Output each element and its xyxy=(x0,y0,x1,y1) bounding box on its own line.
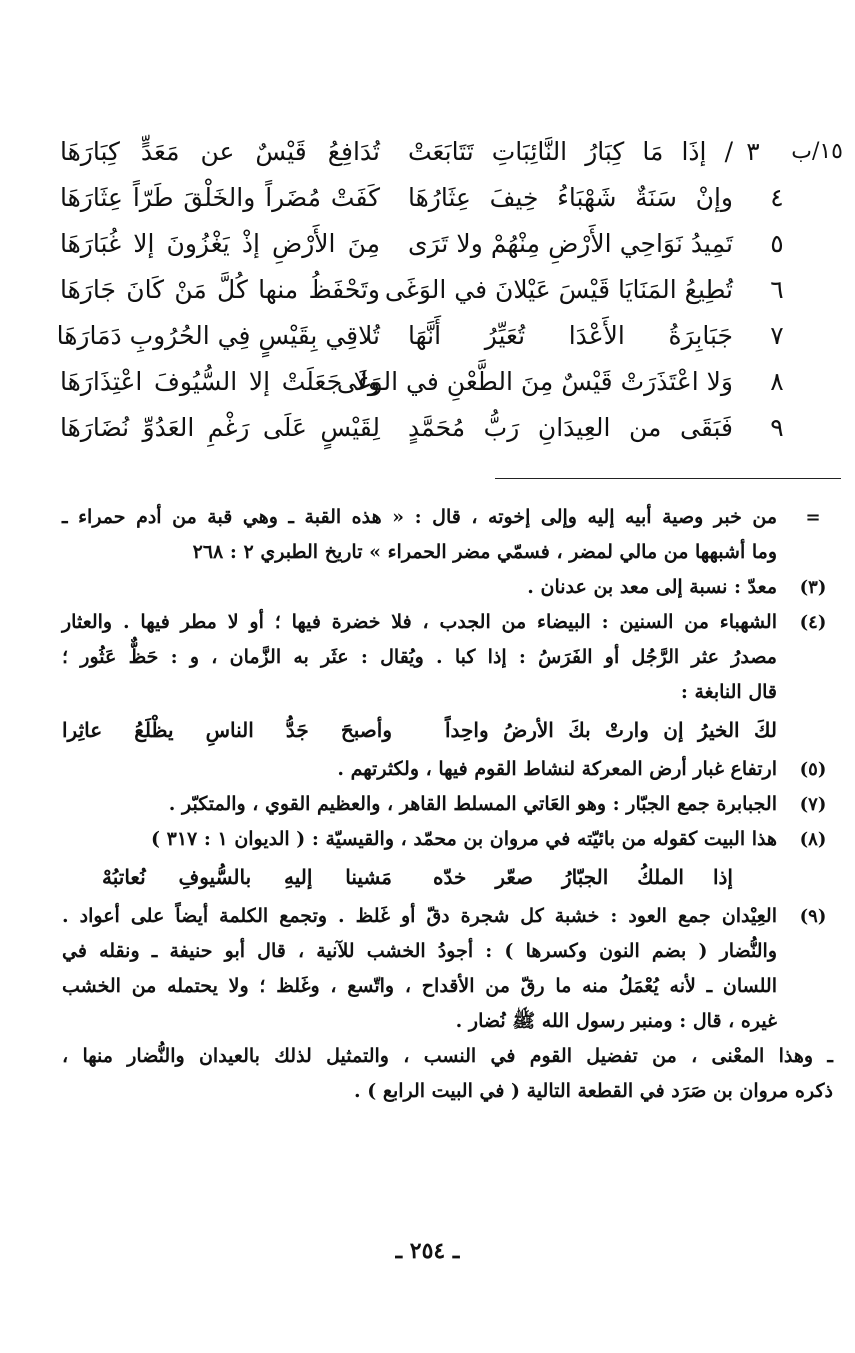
verse-number: ٧ xyxy=(770,321,784,350)
footnote-7 xyxy=(62,787,833,822)
footnote-label: (٤) xyxy=(799,612,827,633)
verse-second-hemistich: تُلاقِي بِقَيْسٍ فِي الحُرُوبِ دَمَارَهَا xyxy=(56,321,380,350)
verse-first-hemistich: وَلا اعْتَذَرَتْ قَيْسٌ مِنَ الطَّعْنِ في الوَغَى xyxy=(336,367,733,396)
footnote-line: العِيْدان جمع العود : خشبة كل شجرة دقّ أو غَلظ . وتجمع الكلمة أيضاً على أعواد . xyxy=(62,905,777,927)
footnote-line: مصدرُ عثر الرَّجُل أو الفَرَسُ : إذا كبا . ويُقال : عثَر به الزَّمان ، و : حَظٌّ عَثُور ؛ xyxy=(62,646,777,668)
verse-second-hemistich: ولا جَعَلَتْ إلا السُّيُوفَ اعْتِذَارَهَا xyxy=(60,367,380,396)
verse-number: ٨ xyxy=(770,367,784,396)
verse-number: ٦ xyxy=(770,275,784,304)
verse-first-hemistich: تُطِيعُ المَنَايَا قَيْسَ عَيْلانَ في الوَغَى xyxy=(384,275,733,304)
footnote-label: (٨) xyxy=(799,829,827,850)
verse-second-hemistich: وتَحْفَظُ منها كُلَّ مَنْ كَانَ جَارَهَا xyxy=(60,275,380,304)
footnote-label: = xyxy=(805,507,821,528)
verse xyxy=(60,224,843,270)
verse-first-hemistich: تَمِيدُ نَوَاحِي الأَرْضِ مِنْهُمْ ولا تَرَى xyxy=(408,229,733,258)
footnotes xyxy=(62,500,833,1109)
verse-first-hemistich: / إذَا مَا كِبَارُ النَّائِبَاتِ تَتَابَعَتْ xyxy=(408,137,733,166)
verse xyxy=(60,362,843,408)
quoted-second-hemistich: وأصبحَ جَدُّ الناسِ يظْلَعُ عاثِرا xyxy=(62,718,392,742)
verse-first-hemistich: جَبَابِرَةُ الأَعْدَا تُعَيِّرُ أَنَّهَا xyxy=(408,321,733,350)
footnote-label: (٣) xyxy=(799,577,827,598)
footnote-line: ـ وهذا المعْنى ، من تفضيل القوم في النسب ، والتمثيل لذلك بالعيدان والنُّضار منها ، xyxy=(62,1045,833,1067)
verse-second-hemistich: مِنَ الأَرْضِ إذْ يَغْزُونَ إلا غُبَارَهَا xyxy=(60,229,380,258)
quoted-second-hemistich: مَشينا إليهِ بالسُّيوفِ نُعاتبُهْ xyxy=(102,865,392,889)
quoted-first-hemistich: إذا الملكُ الجبّارُ صعّر خدّه xyxy=(433,865,733,889)
footnote-line: اللسان ـ لأنه يُعْمَلُ منه ما رقّ من الأقداح ، واتّسع ، وغَلظ ؛ ولا يحتمله من الخشب xyxy=(62,975,777,997)
footnote-3 xyxy=(62,570,833,605)
verse-second-hemistich: تُدَافِعُ قَيْسٌ عن مَعَدٍّ كِبَارَهَا xyxy=(60,137,380,166)
footnote-line: قال النابغة : xyxy=(680,681,777,703)
footnote-line: هذا البيت كقوله من بائيّته في مروان بن محمّد ، والقيسيّة : ( الديوان ١ : ٣١٧ ) xyxy=(151,828,777,850)
verse-second-hemistich: كَفَتْ مُضَراً والخَلْقَ طَرّاً عِثَارَهَا xyxy=(60,183,380,212)
footnote-line: ذكره مروان بن صَرَد في القطعة التالية ( في البيت الرابع ) . xyxy=(354,1080,833,1102)
footnote-4 xyxy=(62,605,833,710)
verse xyxy=(60,270,843,316)
footnote-line: الجبابرة جمع الجبّار : وهو العَاتي المسلط القاهر ، والعظيم القوي ، والمتكبّر . xyxy=(168,793,777,815)
footnote-label: (٥) xyxy=(799,759,827,780)
verse-number: ٣ xyxy=(746,137,760,166)
verse-second-hemistich: لِقَيْسٍ عَلَى رَغْمِ العَدُوِّ نُضَارَهَا xyxy=(60,413,380,442)
verse xyxy=(60,178,843,224)
footnote-line: والنُّضار ( بضم النون وكسرها ) : أجودُ الخشب للآنية ، قال أبو حنيفة ـ ونقله في xyxy=(62,940,777,962)
footnote-line: معدّ : نسبة إلى معد بن عدنان . xyxy=(527,576,777,598)
verse-first-hemistich: وإنْ سَنَةٌ شَهْبَاءُ خِيفَ عِثَارُهَا xyxy=(408,183,733,212)
verse xyxy=(60,408,843,454)
quoted-first-hemistich: لكَ الخيرُ إن وارتْ بكَ الأرضُ واحِداً xyxy=(445,718,777,742)
footnote-line: الشهباء من السنين : البيضاء من الجدب ، فلا خضرة فيها ؛ أو لا مطر فيها . والعثار xyxy=(62,611,777,633)
footnote-tail xyxy=(62,1039,833,1109)
footnote-label: (٩) xyxy=(799,906,827,927)
verse-number: ٤ xyxy=(770,183,784,212)
footnote-label: (٧) xyxy=(799,794,827,815)
footnote-line: ارتفاع غبار أرض المعركة لنشاط القوم فيها ، ولكثرتهم . xyxy=(337,758,777,780)
page-number: ـ ٢٥٤ ـ xyxy=(395,1238,460,1264)
poem xyxy=(56,132,843,454)
footnote-5 xyxy=(62,752,833,787)
footnote-8 xyxy=(62,822,833,857)
footnote-line: غيره ، قال : ومنبر رسول الله ﷺ نُضار . xyxy=(455,1010,777,1032)
quoted-verse xyxy=(62,857,833,899)
footnote-divider xyxy=(495,478,841,479)
folio-marker: ١٥/ب xyxy=(791,139,843,164)
footnote-continuation xyxy=(62,500,833,570)
verse-first-hemistich: فَبَقَى من العِيدَانِ رَبُّ مُحَمَّدٍ xyxy=(408,413,733,442)
verse-number: ٩ xyxy=(770,413,784,442)
footnote-line: وما أشبهها من مالي لمضر ، فسمّي مضر الحمراء » تاريخ الطبري ٢ : ٢٦٨ xyxy=(192,541,777,563)
footnote-line: من خبر وصية أبيه إليه وإلى إخوته ، قال : « هذه القبة ـ وهي قبة من أدم حمراء ـ xyxy=(62,506,778,528)
quoted-verse xyxy=(62,710,833,752)
verse xyxy=(60,132,843,178)
verse-number: ٥ xyxy=(770,229,784,258)
footnote-9 xyxy=(62,899,833,1039)
verse xyxy=(56,316,843,362)
